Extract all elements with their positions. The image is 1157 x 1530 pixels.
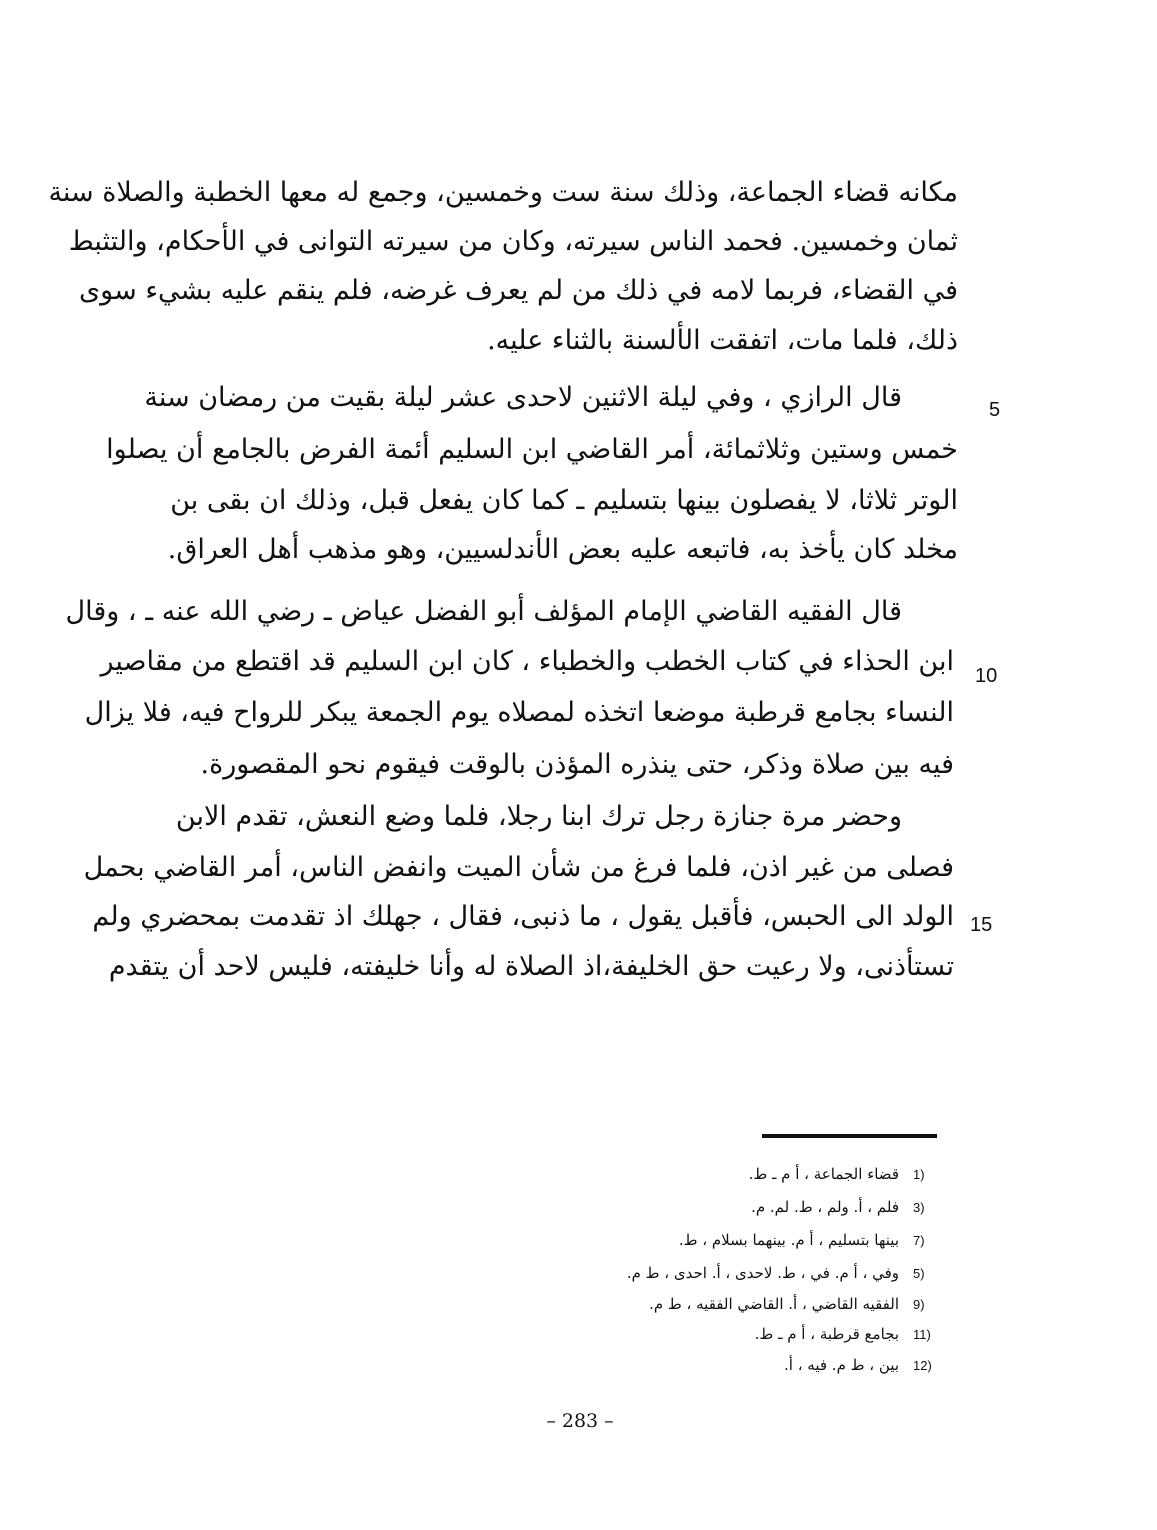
footnote-text: بين ، ط م. فيه ، أ. bbox=[783, 1356, 899, 1374]
text-line-7: الوتر ثلاثا، لا يفصلون بينها بتسليم ـ كما كان يفعل قبل، وذلك ان بقى بن bbox=[170, 485, 958, 516]
margin-line-number-5: 5 bbox=[989, 399, 1001, 421]
text-line-4: ذلك، فلما مات، اتفقت الألسنة بالثناء عليه. bbox=[487, 325, 958, 356]
margin-line-number-15: 15 bbox=[970, 914, 993, 936]
text-line-5: قال الرازي ، وفي ليلة الاثنين لاحدى عشر ليلة بقيت من رمضان سنة bbox=[144, 382, 902, 413]
footnote-number: 11) bbox=[913, 1327, 931, 1342]
footnote-separator bbox=[762, 1134, 937, 1138]
footnote-text: فلم ، أ. ولم ، ط. لم. م. bbox=[751, 1198, 899, 1216]
footnote-number: 3) bbox=[913, 1200, 925, 1215]
footnote-text: بينها بتسليم ، أ م. بينهما بسلام ، ط. bbox=[678, 1231, 899, 1249]
page-number: – 283 – bbox=[546, 1410, 614, 1432]
text-line-12: فيه بين صلاة وذكر، حتى ينذره المؤذن بالوقت فيقوم نحو المقصورة. bbox=[200, 749, 954, 780]
footnote-item bbox=[679, 1228, 935, 1252]
text-line-1: مكانه قضاء الجماعة، وذلك سنة ست وخمسين، وجمع له معها الخطبة والصلاة سنة bbox=[48, 177, 958, 208]
footnote-item bbox=[751, 1195, 935, 1219]
footnote-item bbox=[755, 1322, 935, 1346]
footnote-item bbox=[784, 1353, 935, 1377]
text-line-8: مخلد كان يأخذ به، فاتبعه عليه بعض الأندلسيين، وهو مذهب أهل العراق. bbox=[167, 534, 958, 565]
text-line-14: فصلى من غير اذن، فلما فرغ من شأن الميت وانفض الناس، أمر القاضي بحمل bbox=[83, 852, 954, 883]
footnote-item bbox=[749, 1162, 935, 1186]
text-line-16: تستأذنى، ولا رعيت حق الخليفة،اذ الصلاة له وأنا خليفته، فليس لاحد أن يتقدم bbox=[108, 951, 954, 982]
footnote-text: قضاء الجماعة ، أ م ـ ط. bbox=[748, 1165, 899, 1183]
footnote-item bbox=[649, 1292, 935, 1316]
footnote-number: 7) bbox=[913, 1233, 925, 1248]
text-line-2: ثمان وخمسين. فحمد الناس سيرته، وكان من سيرته التوانى في الأحكام، والتثبط bbox=[68, 226, 958, 257]
footnote-number: 9) bbox=[913, 1297, 925, 1312]
text-line-10: ابن الحذاء في كتاب الخطب والخطباء ، كان ابن السليم قد اقتطع من مقاصير bbox=[100, 646, 954, 677]
footnote-number: 1) bbox=[913, 1167, 925, 1182]
footnote-number: 5) bbox=[913, 1266, 925, 1281]
text-line-13: وحضر مرة جنازة رجل ترك ابنا رجلا، فلما وضع النعش، تقدم الابن bbox=[175, 801, 902, 832]
footnote-number: 12) bbox=[913, 1358, 932, 1373]
footnote-text: بجامع قرطبة ، أ م ـ ط. bbox=[754, 1325, 899, 1343]
margin-line-number-10: 10 bbox=[975, 665, 998, 687]
text-line-6: خمس وستين وثلاثمائة، أمر القاضي ابن السليم أئمة الفرض بالجامع أن يصلوا bbox=[106, 434, 958, 465]
text-line-9: قال الفقيه القاضي الإمام المؤلف أبو الفضل عياض ـ رضي الله عنه ـ ، وقال bbox=[65, 596, 902, 627]
text-line-15: الولد الى الحبس، فأقبل يقول ، ما ذنبى، فقال ، جهلك اذ تقدمت بمحضري ولم bbox=[92, 901, 954, 932]
text-line-3: في القضاء، فربما لامه في ذلك من لم يعرف غرضه، فلم ينقم عليه بشيء سوى bbox=[79, 275, 958, 306]
footnote-item bbox=[627, 1261, 935, 1285]
footnote-text: وفي ، أ م. في ، ط. لاحدى ، أ. احدى ، ط م. bbox=[626, 1264, 899, 1282]
footnote-text: الفقيه القاضي ، أ. القاضي الفقيه ، ط م. bbox=[649, 1295, 899, 1313]
text-line-11: النساء بجامع قرطبة موضعا اتخذه لمصلاه يوم الجمعة يبكر للرواح فيه، فلا يزال bbox=[84, 697, 954, 728]
